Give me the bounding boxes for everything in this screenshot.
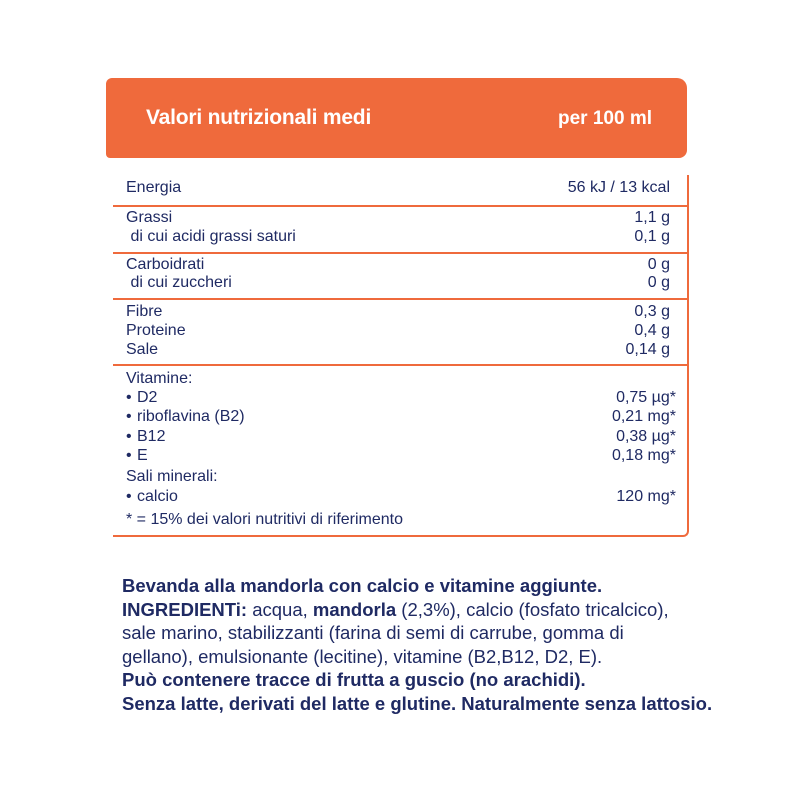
mineral-value: 120 mg* — [616, 488, 676, 505]
salt-label: Sale — [126, 341, 159, 358]
vitamin-row — [126, 428, 165, 446]
vitamin-row — [126, 447, 148, 465]
allergen-note: Può contenere tracce di frutta a guscio (no arachidi). — [122, 669, 586, 690]
sugars-label: di cui zuccheri — [126, 274, 232, 291]
fat-label: Grassi — [126, 209, 173, 226]
vitamin-label: E — [137, 447, 148, 464]
ingredients-text: acqua, — [247, 598, 313, 620]
bullet-icon — [126, 447, 137, 465]
vitamin-value: 0,38 µg* — [616, 428, 676, 445]
table-divider — [113, 252, 689, 254]
table-divider — [113, 205, 689, 207]
product-description: Bevanda alla mandorla con calcio e vitamine aggiunte. — [122, 575, 603, 596]
salt-value: 0,14 g — [625, 341, 670, 358]
product-info — [122, 574, 762, 715]
vitamin-label: D2 — [137, 389, 158, 406]
saturated-fat-value: 0,1 g — [634, 228, 670, 245]
sugars-value: 0 g — [647, 274, 670, 291]
nutrition-basis: per 100 ml — [558, 108, 652, 129]
bullet-icon — [126, 408, 137, 426]
ingredients-label: INGREDIENTi: — [122, 598, 248, 620]
fibre-value: 0,3 g — [634, 303, 670, 320]
vitamin-label: B12 — [137, 428, 166, 445]
fibre-label: Fibre — [126, 303, 163, 320]
ingredients-line-1 — [122, 598, 762, 622]
free-from-note: Senza latte, derivati del latte e glutine. Naturalmente senza lattosio. — [122, 692, 713, 714]
vitamins-heading: Vitamine: — [126, 370, 193, 387]
saturated-fat-label: di cui acidi grassi saturi — [126, 228, 296, 245]
protein-value: 0,4 g — [634, 322, 670, 339]
energy-label: Energia — [126, 179, 182, 196]
nutrition-title: Valori nutrizionali medi — [146, 106, 372, 129]
bullet-icon — [126, 428, 137, 446]
ingredients-line-2: sale marino, stabilizzanti (farina di semi di carrube, gomma di — [122, 622, 624, 643]
vitamin-value: 0,75 µg* — [616, 389, 676, 406]
vitamin-value: 0,21 mg* — [611, 408, 676, 425]
carbs-value: 0 g — [647, 256, 670, 273]
carbs-label: Carboidrati — [126, 256, 205, 273]
ingredient-highlight: mandorla — [312, 598, 397, 620]
bullet-icon — [126, 389, 137, 407]
ingredients-line-3: gellano), emulsionante (lecitine), vitamine (B2,B12, D2, E). — [122, 645, 603, 667]
mineral-row — [126, 488, 178, 506]
energy-value: 56 kJ / 13 kcal — [567, 179, 670, 196]
mineral-label: calcio — [137, 488, 178, 505]
vitamin-row — [126, 408, 245, 426]
ingredients-text: (2,3%), calcio (fosfato tricalcico), — [396, 598, 669, 620]
vitamin-label: riboflavina (B2) — [137, 408, 245, 425]
fat-value: 1,1 g — [634, 209, 670, 226]
protein-label: Proteine — [126, 322, 186, 339]
table-divider — [113, 298, 689, 300]
vitamin-row — [126, 389, 157, 407]
bullet-icon — [126, 488, 137, 506]
minerals-heading: Sali minerali: — [126, 468, 218, 485]
reference-footnote: * = 15% dei valori nutritivi di riferimento — [126, 511, 404, 528]
table-divider — [113, 364, 689, 366]
vitamin-value: 0,18 mg* — [611, 447, 676, 464]
